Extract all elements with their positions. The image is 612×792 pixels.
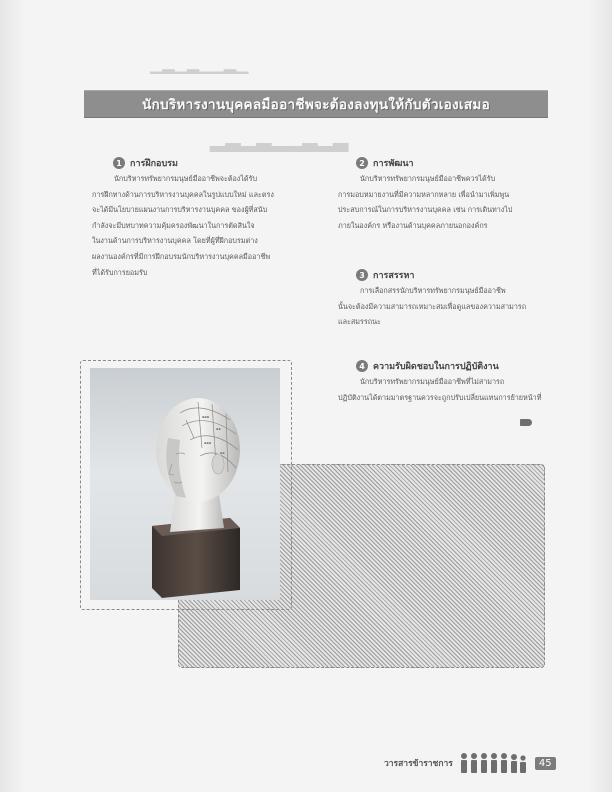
page-footer	[384, 752, 556, 774]
body-line: ปฏิบัติงานได้ตามมาตรฐานควรจะถูกปรับเปลี่ยนแทนการย้ายหน้าที่	[338, 392, 542, 402]
section-1-heading	[113, 156, 178, 170]
body-line: ผลงานองค์กรที่มีการฝึกอบรมนักบริหารงานบุคคลมืออาชีพ	[92, 251, 271, 261]
body-line: ในงานด้านการบริหารงานบุคคล โดยที่ผู้ที่ฝึกอบรมต่าง	[92, 236, 258, 246]
section-3-body	[338, 283, 543, 330]
section-title: การสรรหา	[373, 271, 415, 281]
people-silhouettes-icon	[459, 752, 529, 774]
show-through-text: ▂▃▂▃▂▂▃▂▃	[210, 128, 349, 152]
body-line: ที่ได้รับการยอมรับ	[92, 267, 148, 277]
end-of-article-mark	[520, 419, 532, 426]
body-line: นักบริหารทรัพยากรมนุษย์มืออาชีพที่ไม่สามารถ	[360, 377, 505, 386]
section-number: 4	[356, 360, 368, 372]
section-title: การฝึกอบรม	[130, 159, 178, 169]
svg-text:▪▪▪: ▪▪▪	[202, 415, 210, 419]
body-line: กำลังจะมีบทบาทความคุ้มครองพัฒนาในการตัดสินใจ	[92, 220, 255, 230]
page-number: 45	[535, 757, 556, 770]
body-line: ภายในองค์กร หรืองานด้านบุคคลภายนอกองค์กร	[338, 220, 488, 230]
magazine-name: วารสารข้าราชการ	[384, 759, 453, 769]
section-2-heading	[356, 156, 414, 170]
svg-text:▪▪: ▪▪	[220, 451, 225, 455]
body-line: การเลือกสรรนักบริหารทรัพยากรมนุษย์มืออาชีพ	[360, 286, 506, 295]
section-number: 1	[113, 157, 125, 169]
section-title: ความรับผิดชอบในการปฏิบัติงาน	[373, 362, 499, 372]
body-line: การฝึกทางด้านการบริหารงานบุคคลในรูปแบบใหม่ และตรง	[92, 189, 274, 199]
svg-text:▪▪▪: ▪▪▪	[204, 441, 212, 445]
body-line: นั้นจะต้องมีความสามารถเหมาะสมเพื่อดูแลของความสามารถ	[338, 301, 527, 311]
show-through-text: ▁▂▁▂▁▁▂▁	[150, 55, 249, 74]
body-line: นักบริหารทรัพยากรมนุษย์มืออาชีพควรได้รับ	[360, 174, 496, 183]
section-number: 2	[356, 157, 368, 169]
section-3-heading	[356, 268, 414, 282]
section-4-heading	[356, 359, 499, 373]
article-title-bar	[84, 90, 548, 118]
body-line: การมอบหมายงานที่มีความหลากหลาย เพื่อนำมาเพิ่มพูน	[338, 189, 510, 199]
body-line: นักบริหารทรัพยากรมนุษย์มืออาชีพจะต้องได้รับ	[114, 174, 258, 183]
svg-text:▪▪: ▪▪	[216, 427, 221, 431]
article-title: นักบริหารงานบุคคลมืออาชีพจะต้องลงทุนให้กับตัวเองเสมอ	[142, 97, 490, 113]
section-4-body	[338, 374, 543, 405]
phrenology-head-icon	[90, 368, 280, 600]
phrenology-head-photo	[90, 368, 280, 600]
body-line: ประสบการณ์ในการบริหารงานบุคคล เช่น การเดินทางไป	[338, 205, 513, 215]
section-1-body	[92, 171, 302, 280]
section-number: 3	[356, 269, 368, 281]
body-line: และสมรรถนะ	[338, 317, 381, 327]
section-title: การพัฒนา	[373, 159, 414, 169]
body-line: จะได้มีนโยบายแผนงานการบริหารงานบุคคล ของผู้ที่สนับ	[92, 205, 268, 215]
section-2-body	[338, 171, 543, 233]
